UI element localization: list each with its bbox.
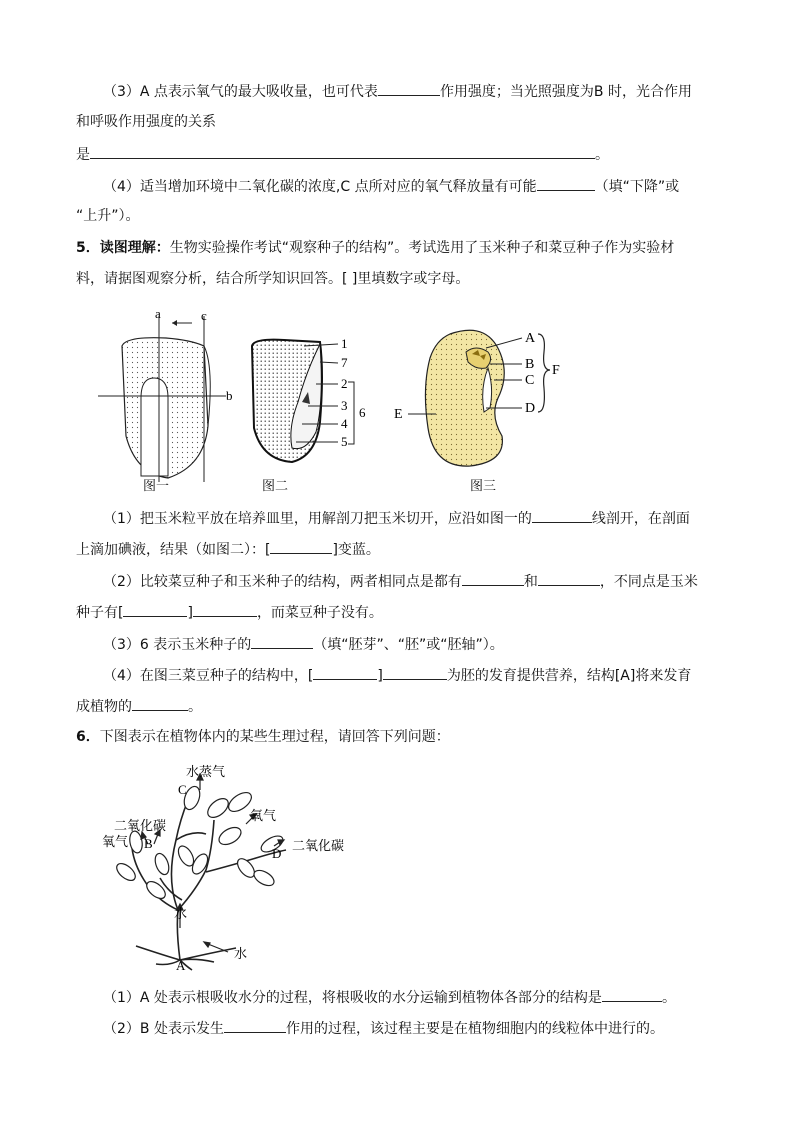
q5-p4-text-b: ] [377,668,383,684]
label-co2-right: 二氧化碳 [292,838,345,853]
label-D: D [272,846,282,861]
q4-p3-text-e: 。 [595,147,609,163]
q6-p2-blank[interactable] [224,1017,286,1033]
label-water-vapor: 水蒸气 [186,764,226,779]
q5-p4-text-e: 。 [188,699,202,715]
label-A: A [176,958,186,972]
q6-part1-line [103,986,676,1008]
q6-p2-text-b: 作用的过程，该过程主要是在植物细胞内的线粒体中进行的。 [285,1021,664,1037]
q5-p1-text-b: 线剖开，在剖面 [591,511,690,527]
q5-p1-text-d: ]变蓝。 [332,542,380,558]
q5-part2-line1 [103,570,698,592]
q4-p3-text-b: 作用强度；当光照强度为B 时，光合作用 [439,84,692,100]
q4-part3-line1 [103,80,692,102]
q5-p2-text-e: ] [187,605,193,621]
q5-p4-text-a: （4）在图三菜豆种子的结构中，[ [103,668,314,684]
q5-intro-line2 [76,269,469,289]
label-5: 5 [341,434,348,449]
q5-p2-blank-2[interactable] [538,570,600,586]
q5-p4-blank-2[interactable] [383,664,447,680]
direction-arrowhead [172,320,177,326]
bean-seed-figure-3 [390,318,570,474]
q5-part4-line1 [103,664,691,686]
corn-seed-figure-1 [96,306,246,496]
q5-p2-blank-3[interactable] [123,601,187,617]
q5-p1-blank-1[interactable] [532,507,592,523]
label-6: 6 [359,405,366,420]
q5-p4-blank-3[interactable] [132,695,188,711]
q4-p3-text-c: 和呼吸作用强度的关系 [76,114,216,130]
q4-part4-line1 [103,175,679,197]
q5-p2-text-d: 种子有[ [76,605,124,621]
q5-p3-blank[interactable] [251,633,313,649]
q5-part1-line2 [76,538,380,560]
bracket-F [538,334,550,412]
figure-1-caption: 图一 [143,479,170,494]
q5-p4-blank-1[interactable] [313,664,377,680]
label-co2-left: 二氧化碳 [114,818,167,833]
q6-p1-blank[interactable] [602,986,662,1002]
bean-seed-outline [425,330,504,466]
q5-intro-a: 生物实验操作考试“观察种子的结构”。考试选用了玉米种子和菜豆种子作为实验材 [169,240,675,256]
figure-3-caption: 图三 [470,479,497,494]
q4-p3-blank-1[interactable] [378,80,440,96]
q5-p3-text-b: （填“胚芽”、“胚”或“胚轴”）。 [313,637,504,653]
q5-p2-blank-1[interactable] [462,570,524,586]
q4-p3-blank-2[interactable] [90,143,595,159]
label-B: B [525,357,535,372]
label-water-root: 水 [234,946,248,961]
q6-number: 6． [76,729,100,745]
label-A: A [525,331,536,346]
figure-2-caption: 图二 [262,479,289,494]
q5-intro-line1 [76,238,674,258]
label-B: B [144,836,153,851]
label-a: a [155,306,161,321]
corn-seed-figure-2 [244,332,374,472]
q5-p3-text-a: （3）6 表示玉米种子的 [103,637,252,653]
corn-embryo-outline [141,378,168,476]
q5-p2-text-f: ，而菜豆种子没有。 [256,605,383,621]
q6-p2-text-a: （2）B 处表示发生 [103,1021,224,1037]
q5-p1-blank-2[interactable] [270,538,332,554]
q5-title: 读图理解： [99,240,170,256]
label-c: c [201,308,207,323]
label-C: C [178,782,187,797]
q5-p4-text-d: 成植物的 [76,699,132,715]
q4-p3-text-a: （3）A 点表示氧气的最大吸收量，也可代表 [103,84,378,100]
q5-part2-line2 [76,601,383,623]
q6-p1-text-a: （1）A 处表示根吸收水分的过程，将根吸收的水分运输到植物体各部分的结构是 [103,990,602,1006]
label-o2-left: 氧气 [102,834,129,849]
plant-process-diagram [96,760,366,972]
q4-part3-line2 [76,112,216,132]
q5-p2-text-c: ，不同点是玉米 [599,574,698,590]
q5-part1-line1 [103,507,690,529]
label-1: 1 [341,336,348,351]
plant-leaves [114,784,286,901]
q6-intro-line [76,727,450,747]
label-2: 2 [341,376,348,391]
q4-p4-blank[interactable] [537,175,595,191]
q5-part4-line2 [76,695,202,717]
label-C: C [525,373,535,388]
label-D: D [525,401,536,416]
q5-p2-text-a: （2）比较菜豆种子和玉米种子的结构，两者相同点是都有 [103,574,462,590]
q4-part3-line3 [76,143,609,165]
label-water-stem: 水 [174,906,188,921]
q5-p1-text-c: 上滴加碘液，结果（如图二）：[ [76,542,271,558]
q5-number: 5． [76,240,100,256]
label-3: 3 [341,398,348,413]
q6-part2-line [103,1017,664,1039]
q5-p1-text-a: （1）把玉米粒平放在培养皿里，用解剖刀把玉米切开，应沿如图一的 [103,511,532,527]
label-4: 4 [341,416,348,431]
label-F: F [552,363,560,378]
q4-p4-text-c: “上升”）。 [76,208,140,224]
label-b: b [226,388,233,403]
label-E: E [394,407,403,422]
q6-p1-text-b: 。 [661,990,676,1006]
q5-p2-text-b: 和 [523,574,538,590]
label-7: 7 [341,355,348,370]
q4-p4-text-b: （填“下降”或 [594,179,680,195]
q6-title: 下图表示在植物体内的某些生理过程，请回答下列问题： [99,729,450,745]
q4-p3-text-d: 是 [76,147,90,163]
q5-p4-text-c: 为胚的发育提供营养，结构[A]将来发育 [446,668,692,684]
q4-p4-text-a: （4）适当增加环境中二氧化碳的浓度,C 点所对应的氧气释放量有可能 [103,179,537,195]
q4-part4-line2 [76,206,140,226]
q5-intro-b: 料，请据图观察分析，结合所学知识回答。[ ]里填数字或字母。 [76,271,470,287]
q5-part3-line [103,633,504,655]
label-o2-right: 氧气 [250,808,277,823]
q5-p2-blank-4[interactable] [193,601,257,617]
bracket-6 [348,382,354,444]
